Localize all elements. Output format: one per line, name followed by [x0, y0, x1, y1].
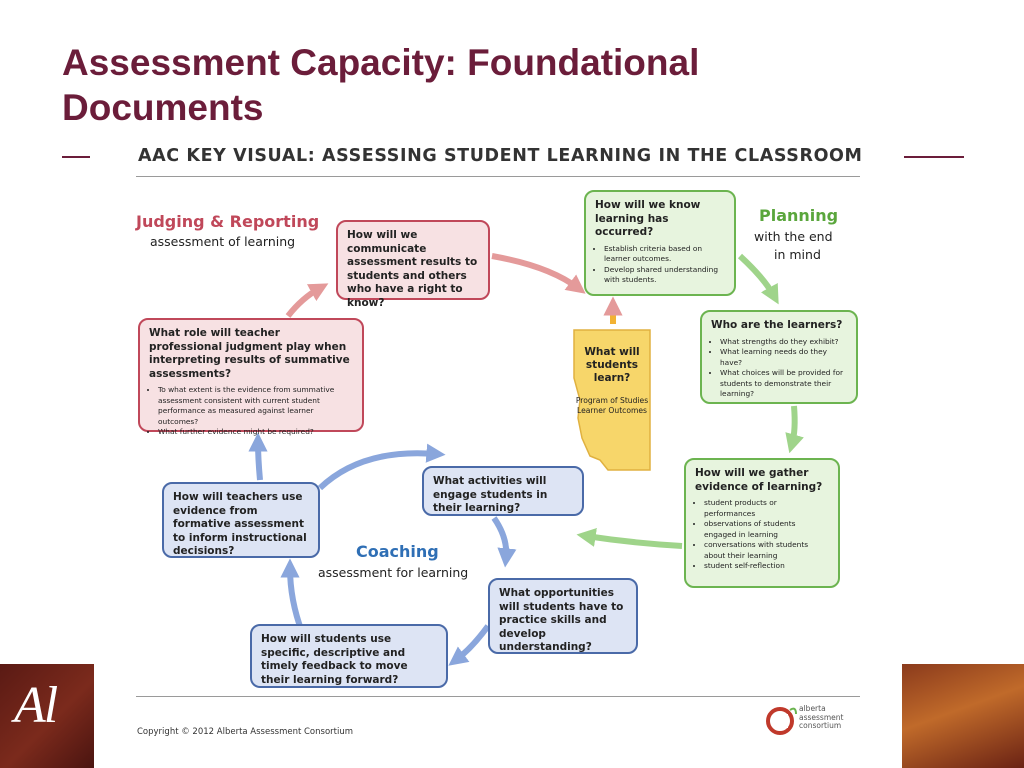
alberta-logo: Al	[14, 677, 57, 734]
arrow-judgment-to-communicate	[288, 288, 320, 316]
center-question	[578, 346, 646, 385]
card-gather-bullet: • student products or performances	[704, 498, 829, 519]
arrow-gather-to-coaching	[586, 536, 682, 546]
arrow-teachers-to-activities	[320, 453, 436, 488]
aac-key-visual	[94, 138, 902, 768]
judging-sub: assessment of learning	[150, 234, 296, 249]
card-know-bullet: • Develop shared understanding with students.	[604, 265, 725, 286]
arrow-activities-to-opportunities	[494, 518, 506, 558]
card-know-bullet: • Establish criteria based on learner outcomes.	[604, 244, 725, 265]
card-judgment-bullet: • What further evidence might be required?	[158, 427, 353, 438]
planning-sub-line1: with the end	[754, 229, 833, 244]
card-gather	[684, 458, 840, 588]
center-question-line: What will	[584, 346, 640, 358]
card-opportunities	[488, 578, 638, 654]
card-judgment-bullet: • To what extent is the evidence from summative assessment consistent with current student performance as measured against learner outcomes?	[158, 385, 353, 427]
card-feedback-question: How will students use specific, descriptive and timely feedback to move their learning forward?	[261, 633, 408, 686]
card-know-question: How will we know learning has occurred?	[595, 199, 701, 238]
card-learners-bullet: • What learning needs do they have?	[720, 347, 847, 368]
footer-band-right	[900, 664, 1024, 768]
arrow-judgment-up-teachers	[258, 442, 260, 480]
center-question-line: learn?	[593, 372, 631, 384]
card-judgment	[138, 318, 364, 436]
card-know	[584, 190, 736, 296]
card-learners-bullet: • What strengths do they exhibit?	[720, 337, 847, 348]
arrow-planning-to-learners	[740, 256, 774, 296]
card-gather-bullet: • conversations with students about their learning	[704, 540, 829, 561]
card-gather-bullet: • observations of students engaged in learning	[704, 519, 829, 540]
center-note-line: Learner Outcomes	[576, 406, 648, 415]
card-gather-question: How will we gather evidence of learning?	[695, 467, 823, 493]
card-activities	[422, 466, 584, 516]
coaching-sub: assessment for learning	[318, 565, 469, 580]
aac-logo-icon	[766, 704, 798, 736]
card-opportunities-question: What opportunities will students have to practice skills and develop understanding?	[499, 587, 624, 653]
copyright-text: Copyright © 2012 Alberta Assessment Consortium	[137, 727, 354, 737]
visual-bottom-rule	[136, 696, 860, 697]
planning-sub-line2: in mind	[774, 247, 821, 262]
judging-heading: Judging & Reporting	[136, 212, 320, 231]
card-feedback	[250, 624, 448, 688]
title-rule-right	[904, 156, 964, 158]
center-question-line: students	[585, 359, 639, 371]
card-judgment-question: What role will teacher professional judgment play when interpreting results of summative assessments?	[149, 327, 350, 380]
aac-logo-text: alberta assessment consortium	[799, 704, 844, 730]
slide-title: Assessment Capacity: Foundational Documents	[62, 42, 700, 128]
arrow-judging-to-center	[492, 256, 578, 288]
card-communicate-question: How will we communicate assessment results to students and others who have a right to know?	[347, 229, 478, 309]
arrow-learners-to-gather	[792, 406, 795, 444]
card-teachers	[162, 482, 320, 558]
title-rule-left	[62, 156, 90, 158]
card-gather-bullet: • student self-reflection	[704, 561, 829, 572]
arrow-feedback-to-teachers	[290, 568, 302, 632]
center-note	[572, 396, 652, 416]
card-activities-question: What activities will engage students in their learning?	[433, 475, 548, 514]
coaching-heading: Coaching	[356, 542, 439, 561]
visual-title: AAC KEY VISUAL: ASSESSING STUDENT LEARNING IN THE CLASSROOM	[138, 146, 863, 166]
planning-heading: Planning	[759, 206, 839, 225]
arrow-opportunities-to-feedback	[456, 626, 488, 660]
card-learners-question: Who are the learners?	[711, 319, 843, 331]
card-learners	[700, 310, 858, 404]
center-note-line: Program of Studies	[575, 396, 649, 405]
card-teachers-question: How will teachers use evidence from formative assessment to inform instructional decisions?	[173, 491, 307, 557]
card-learners-bullet: • What choices will be provided for students to demonstrate their learning?	[720, 368, 847, 400]
card-communicate	[336, 220, 490, 309]
